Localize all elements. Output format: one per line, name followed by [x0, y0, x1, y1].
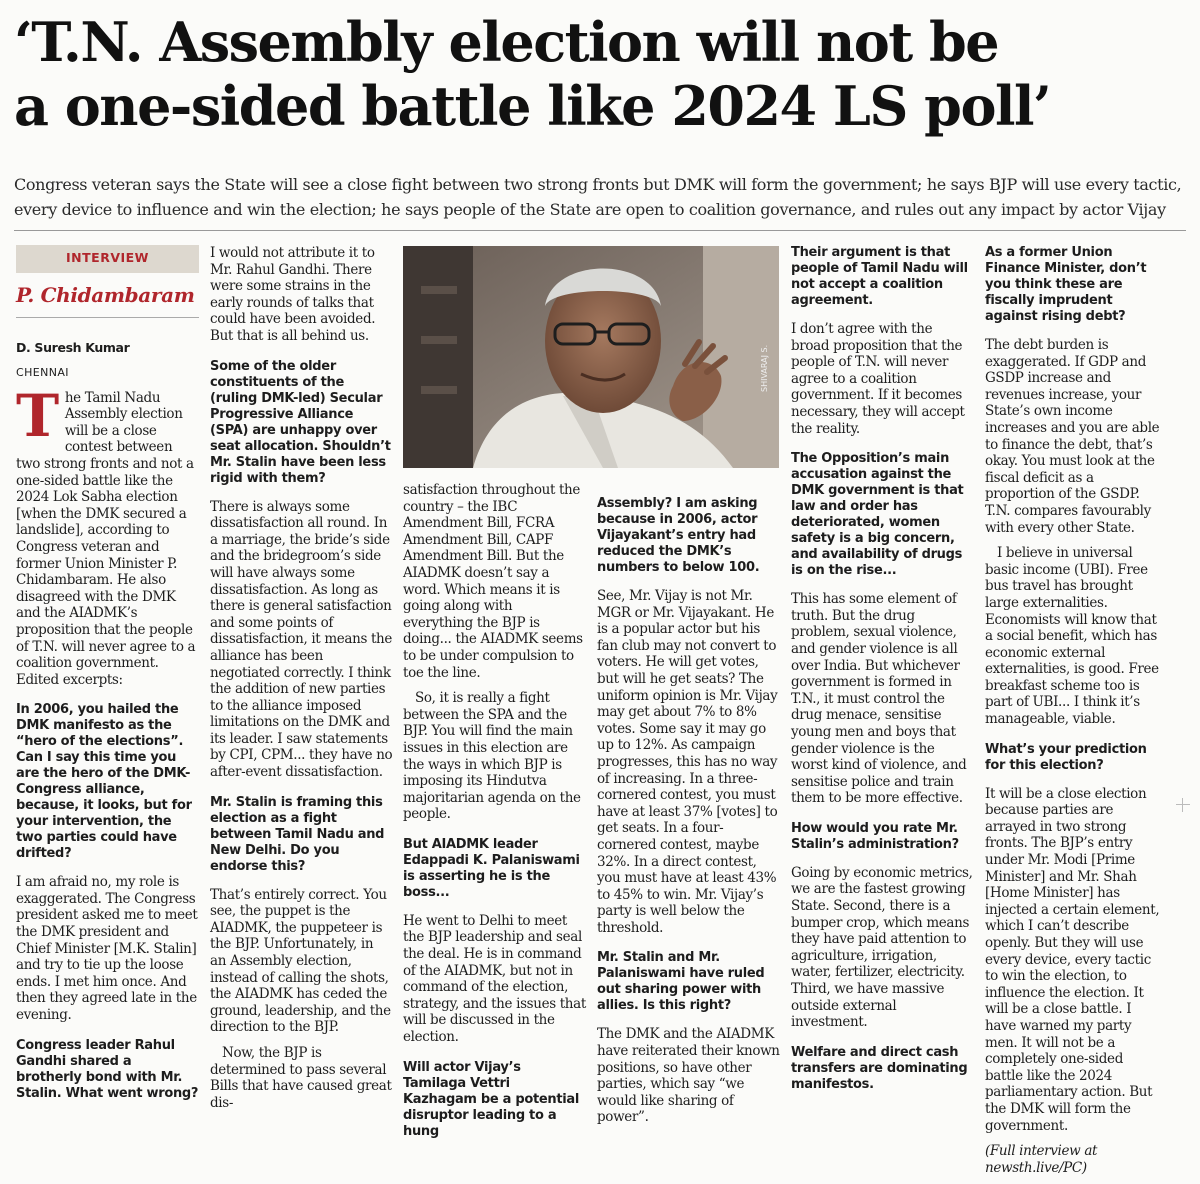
- answer-paragraph: That’s entirely correct. You see, the puppet is the AIADMK, the puppeteer is the BJP. Unfortunately, in an Assembly election, instead of calling the shots, the AIADMK has ceded the ground, leadership, and the direction to the BJP.: [210, 886, 391, 1036]
- answer-paragraph: It will be a close election because parties are arrayed in two strong fronts. The BJP’s entry under Mr. Modi [Prime Minister] and Mr. Shah [Home Minister] has injected a certain element, which I can’t describe openly. But they will use every device, every tactic to win the election, to influence the election. It will be a close battle. I have warned my party men. It will not be a completely one-sided battle like the 2024 parliamentary action. But the DMK will form the government.: [985, 785, 1160, 1134]
- drop-cap: T: [16, 381, 59, 450]
- crosshair-mark: [1176, 798, 1190, 812]
- question: Will actor Vijay’s Tamilaga Vettri Kazhagam be a potential disruptor leading to a hung: [403, 1059, 580, 1139]
- question: Their argument is that people of Tamil Nadu will not accept a coalition agreement.: [791, 245, 968, 308]
- answer-paragraph: So, it is really a fight between the SPA and the BJP. You will find the main issues in this election are the ways in which BJP is imposing its Hindutva majoritarian agenda on the people.: [403, 690, 581, 823]
- answer-paragraph: See, Mr. Vijay is not Mr. MGR or Mr. Vijayakant. He is a popular actor but his fan club may not convert to voters. He will get votes, but will he get seats? The uniform opinion is Mr. Vijay may get about 7% to 8% votes. Some say it may go up to 12%. As campaign progresses, this has no way of increasing. In a three-cornered contest, you must have at least 37% [votes] to get seats. In a four-cornered contest, maybe 32%. In a direct contest, you must have at least 43% to 45% to win. Mr. Vijay’s party is well below the threshold.: [597, 588, 778, 936]
- interviewee-name: P. Chidambaram: [16, 282, 195, 307]
- column-1-body: [16, 381, 199, 1102]
- column-4-body: [597, 496, 780, 1126]
- question: Assembly? I am asking because in 2006, actor Vijayakant’s entry had reduced the DMK’s numbers to below 100.: [597, 496, 760, 575]
- column-2: [210, 245, 393, 1120]
- column-5-body: [791, 245, 974, 1093]
- question: The Opposition’s main accusation against the DMK government is that law and order has deteriorated, women safety is a big concern, and availability of drugs is on the rise...: [791, 451, 964, 579]
- column-6: [985, 245, 1160, 1184]
- column-3: [403, 482, 586, 1152]
- deck-line-1: Congress veteran says the State will see a close fight between two strong fronts but DMK will form the government; he says BJP will use every tactic,: [14, 175, 1182, 194]
- answer-paragraph: I believe in universal basic income (UBI). Free bus travel has brought large externalities. Economists will know that a social benefit, which has economic external externalities, is good. Free breakfast scheme too is part of UBI... I think it’s manageable, viable.: [985, 545, 1159, 728]
- column-5: [791, 245, 974, 1105]
- answer-paragraph: Going by economic metrics, we are the fastest growing State. Second, there is a bumper crop, which means they have paid attention to agriculture, irrigation, water, fertilizer, electricity. Third, we have massive outside external investment.: [791, 864, 973, 1031]
- subheadline-deck: [14, 172, 1194, 222]
- lead-paragraph-text: he Tamil Nadu Assembly election will be a close contest between two strong fronts and not a one-sided battle like the 2024 Lok Sabha election [when the DMK secured a landslide], according to Congress veteran and former Union Minister P. Chidambaram. He also disagreed with the DMK and the AIADMK’s proposition that the people of T.N. will never agree to a coalition government. Edited excerpts:: [16, 389, 196, 688]
- question: Some of the older constituents of the (ruling DMK-led) Secular Progressive Alliance (SPA) are unhappy over seat allocation. Shouldn’t Mr. Stalin have been less rigid with them?: [210, 358, 391, 486]
- answer-paragraph: [16, 381, 199, 689]
- question: Congress leader Rahul Gandhi shared a brotherly bond with Mr. Stalin. What went wrong?: [16, 1037, 199, 1101]
- answer-paragraph: The debt burden is exaggerated. If GDP and GSDP increase and revenues increase, your State’s own income increases and you are able to finance the debt, that’s okay. You must look at the fiscal deficit as a proportion of the GSDP. T.N. compares favourably with every other State.: [985, 337, 1160, 536]
- column-3-body: [403, 482, 586, 1140]
- source-note: (Full interview at newsth.live/PC): [985, 1143, 1098, 1176]
- interviewee-photo: [403, 246, 779, 468]
- source-note-wrap: [985, 1143, 1160, 1176]
- question: In 2006, you hailed the DMK manifesto as the “hero of the elections”. Can I say this time you are the hero of the DMK-Congress alliance, because, it looks, but for your intervention, the two parties could have drifted?: [16, 702, 192, 862]
- question: Welfare and direct cash transfers are dominating manifestos.: [791, 1044, 968, 1092]
- column-4: [597, 482, 780, 1135]
- answer-paragraph: I would not attribute it to Mr. Rahul Gandhi. There were some strains in the early rounds of talks that could have been avoided. But that is all behind us.: [210, 245, 376, 344]
- question: As a former Union Finance Minister, don’t you think these are fiscally imprudent against rising debt?: [985, 245, 1147, 324]
- answer-paragraph: I am afraid no, my role is exaggerated. The Congress president asked me to meet the DMK president and Chief Minister [M.K. Stalin] and try to tie up the loose ends. I met him once. And then they agreed late in the evening.: [16, 874, 198, 1024]
- name-rule: [16, 317, 199, 318]
- photo-illustration: [403, 246, 779, 468]
- answer-paragraph: There is always some dissatisfaction all round. In a marriage, the bride’s side and the bridegroom’s side will have always some dissatisfaction. As long as there is general satisfaction and some points of dissatisfaction, it means the alliance has been negotiated correctly. I think the addition of new parties to the alliance imposed limitations on the DMK and its leader. I saw statements by CPI, CPM... they have no after-event dissatisfaction.: [210, 498, 393, 781]
- headline-line-2: a one-sided battle like 2024 LS poll’: [14, 74, 1051, 138]
- photo-credit: SHIVARAJ S.: [760, 344, 769, 392]
- column-2-body: [210, 245, 393, 1111]
- question: What’s your prediction for this election?: [985, 741, 1147, 773]
- question: How would you rate Mr. Stalin’s administration?: [791, 820, 959, 852]
- question: Mr. Stalin and Mr. Palaniswami have ruled out sharing power with allies. Is this right?: [597, 950, 765, 1014]
- answer-paragraph: Now, the BJP is determined to pass several Bills that have caused great dis-: [210, 1045, 392, 1111]
- dateline: CHENNAI: [16, 365, 69, 379]
- headline: [14, 10, 1194, 138]
- answer-paragraph: satisfaction throughout the country – the IBC Amendment Bill, FCRA Amendment Bill, CAPF Amendment Bill. But the AIADMK doesn’t say a word. Which means it is going along with everything the BJP is doing... the AIADMK seems to be under compulsion to toe the line.: [403, 482, 583, 681]
- answer-paragraph: This has some element of truth. But the drug problem, sexual violence, and gender violence is all over India. But whichever government is formed in T.N., it must control the drug menace, sensitise young men and boys that gender violence is the worst kind of violence, and sensitise police and train them to be more effective.: [791, 591, 967, 807]
- byline: D. Suresh Kumar: [16, 339, 130, 355]
- deck-line-2: every device to influence and win the election; he says people of the State are open to coalition governance, and rules out any impact by actor Vijay: [14, 200, 1166, 219]
- column-6-body: [985, 245, 1160, 1134]
- headline-line-1: ‘T.N. Assembly election will not be: [14, 10, 999, 74]
- answer-paragraph: I don’t agree with the broad proposition that the people of T.N. will never agree to a coalition government. If it becomes necessary, they will accept the reality.: [791, 321, 965, 437]
- column-1: [16, 245, 199, 1114]
- header-divider: [14, 230, 1186, 231]
- answer-paragraph: The DMK and the AIADMK have reiterated their known positions, so have other parties, which say “we would like sharing of power”.: [597, 1026, 780, 1126]
- answer-paragraph: He went to Delhi to meet the BJP leadership and seal the deal. He is in command of the AIADMK, but not in command of the election, strategy, and the issues that will be discussed in the election.: [403, 912, 586, 1046]
- section-label: INTERVIEW: [16, 245, 199, 273]
- question: Mr. Stalin is framing this election as a fight between Tamil Nadu and New Delhi. Do you endorse this?: [210, 794, 385, 874]
- question: But AIADMK leader Edappadi K. Palaniswami is asserting he is the boss...: [403, 836, 580, 900]
